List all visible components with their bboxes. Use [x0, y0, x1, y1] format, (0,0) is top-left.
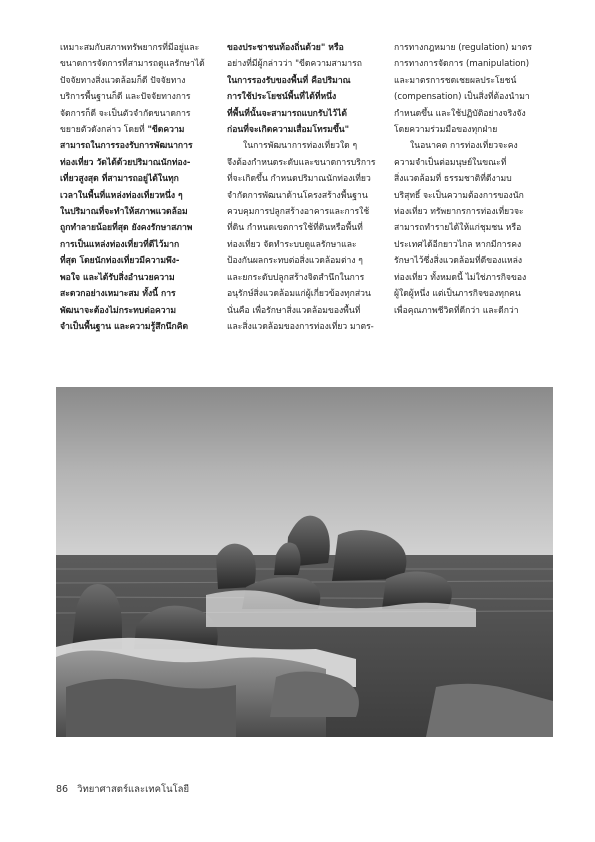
text-line-content: สามารถทำรายได้ให้แก่ชุมชน หรือ — [394, 223, 522, 234]
text-line — [60, 237, 214, 253]
text-line-content: การใช้ประโยชน์พื้นที่ได้ที่หนึ่ง — [227, 92, 337, 103]
text-line-content: สะดวกอย่างเหมาะสม ทั้งนี้ การ — [60, 289, 176, 300]
text-line-content: ที่สุด โดยนักท่องเที่ยวมีความพึง- — [60, 256, 180, 267]
text-line-content: อย่างที่มีผู้กล่าวว่า "ขีดความสามารถ — [227, 59, 362, 70]
text-line-content: อนุรักษ์สิ่งแวดล้อมแก่ผู้เกี่ยวข้องทุกส่วน — [227, 289, 371, 300]
text-line-content: ควบคุมการปลูกสร้างอาคารและการใช้ — [227, 207, 370, 218]
text-line — [227, 204, 382, 220]
text-line-content: จำกัดการพัฒนาด้านโครงสร้างพื้นฐาน — [227, 190, 368, 201]
text-line-content: เที่ยวสูงสุด ที่สามารถอยู่ได้ในทุก — [60, 174, 179, 185]
text-line — [60, 171, 214, 187]
text-line — [227, 319, 382, 335]
text-line — [394, 188, 550, 204]
text-line-content: ก่อนที่จะเกิดความเสื่อมโทรมขึ้น" — [227, 125, 350, 136]
text-line — [227, 188, 382, 204]
text-line-content: พัฒนาจะต้องไม่กระทบต่อความ — [60, 305, 177, 316]
text-column-2 — [227, 40, 382, 335]
text-line-content: ของประชาชนท้องถิ่นด้วย" หรือ — [227, 43, 344, 53]
text-line — [227, 138, 382, 154]
page-footer — [56, 782, 189, 797]
text-line-content: ที่พื้นที่นั้นจะสามารถแบกรับไว้ได้ — [227, 108, 347, 119]
text-line-content: ขนาดการจัดการที่สามารถดูแลรักษาได้ — [60, 59, 205, 70]
text-line-content: ความจำเป็นต่อมนุษย์ในขณะที่ — [394, 157, 507, 168]
text-line-content: การทางกฎหมาย (regulation) มาตร — [394, 43, 532, 53]
text-line — [60, 40, 214, 56]
text-line-content: และยกระดับปลูกสร้างจิตสำนึกในการ — [227, 272, 365, 283]
text-line-content: ที่ดิน กำหนดเขตการใช้ที่ดินหรือพื้นที่ — [227, 223, 363, 234]
text-column-1 — [60, 40, 214, 335]
text-line — [394, 40, 550, 56]
seascape-photo — [56, 387, 553, 737]
text-line — [227, 155, 382, 171]
text-line — [394, 106, 550, 122]
text-line-content: และมาตรการชดเชยผลประโยชน์ — [394, 75, 517, 86]
text-line — [60, 319, 214, 335]
text-line — [227, 237, 382, 253]
text-line-tail: "ขีดความ — [147, 125, 185, 136]
text-line — [227, 286, 382, 302]
text-line — [60, 138, 214, 154]
text-line-content: กำหนดขึ้น และใช้ปฏิบัติอย่างจริงจัง — [394, 108, 526, 119]
text-line — [60, 188, 214, 204]
text-line-content: สิ่งแวดล้อมที่ ธรรมชาติที่ดีงามบ — [394, 174, 512, 185]
text-line — [60, 155, 214, 171]
text-line — [60, 253, 214, 269]
text-line-content: ในปริมาณที่จะทำให้สภาพแวดล้อม — [60, 207, 188, 218]
text-line — [394, 253, 550, 269]
text-line-content: ถูกทำลายน้อยที่สุด ยังคงรักษาสภาพ — [60, 223, 193, 234]
text-line-content: ในการรองรับของพื้นที่ คือปริมาณ — [227, 75, 351, 86]
text-line-content: นั่นคือ เพื่อรักษาสิ่งแวดล้อมของพื้นที่ — [227, 305, 361, 316]
text-line — [227, 220, 382, 236]
text-line — [60, 270, 214, 286]
text-line-content: เหมาะสมกับสภาพทรัพยากรที่มีอยู่และ — [60, 43, 200, 53]
text-line — [227, 270, 382, 286]
text-column-3 — [394, 40, 550, 319]
text-line — [394, 171, 550, 187]
text-line-content: ขยายตัวดังกล่าว โดยที่ — [60, 125, 148, 136]
publication-name: วิทยาศาสตร์และเทคโนโลยี — [77, 784, 190, 795]
text-line-content: และสิ่งแวดล้อมของการท่องเที่ยว มาตร- — [227, 321, 374, 332]
text-line-content: การทางการจัดการ (manipulation) — [394, 59, 530, 70]
text-line-content: พอใจ และได้รับสิ่งอำนวยความ — [60, 272, 175, 283]
text-line — [394, 286, 550, 302]
text-line-content: จัดการก็ดี จะเป็นตัวจำกัดขนาดการ — [60, 108, 191, 119]
text-line — [227, 253, 382, 269]
text-line — [394, 303, 550, 319]
text-line-content: ท่องเที่ยว ทั้งหมดนี้ ไม่ใช่ภารกิจของ — [394, 272, 527, 283]
text-line — [227, 303, 382, 319]
text-line — [394, 73, 550, 89]
text-line-content: การเป็นแหล่งท่องเที่ยวที่ดีไว้มาก — [60, 239, 180, 250]
page-number: 86 — [56, 784, 69, 795]
text-line-content: ป้องกันผลกระทบต่อสิ่งแวดล้อมต่าง ๆ — [227, 256, 363, 267]
text-line — [60, 56, 214, 72]
text-line-content: จึงต้องกำหนดระดับและขนาดการบริการ — [227, 157, 376, 168]
text-line — [394, 204, 550, 220]
text-line-content: ในอนาคต การท่องเที่ยวจะคง — [410, 141, 518, 152]
text-line — [60, 204, 214, 220]
text-line — [60, 122, 214, 138]
text-line — [227, 122, 382, 138]
text-line — [394, 270, 550, 286]
text-line-content: สามารถในการรองรับการพัฒนาการ — [60, 141, 193, 152]
text-line — [60, 73, 214, 89]
text-line — [394, 56, 550, 72]
text-line — [394, 220, 550, 236]
text-line — [227, 106, 382, 122]
text-line-content: ท่องเที่ยว ทรัพยากรการท่องเที่ยวจะ — [394, 207, 524, 218]
text-line — [60, 89, 214, 105]
text-line-content: (compensation) เป็นสิ่งที่ต้องนำมา — [394, 92, 530, 103]
text-line — [227, 89, 382, 105]
text-line — [60, 220, 214, 236]
text-line-content: จำเป็นพื้นฐาน และความรู้สึกนึกคิด — [60, 321, 189, 332]
text-line-content: ท่องเที่ยว วัดได้ด้วยปริมาณนักท่อง- — [60, 157, 191, 168]
text-line-content: ปัจจัยทางสิ่งแวดล้อมก็ดี ปัจจัยทาง — [60, 75, 186, 86]
text-line-content: ประเทศได้อีกยาวไกล หากมีการคง — [394, 239, 522, 250]
text-line — [394, 155, 550, 171]
text-line — [394, 89, 550, 105]
text-line — [227, 73, 382, 89]
text-line-content: ท่องเที่ยว จัดทำระบบดูแลรักษาและ — [227, 239, 357, 250]
text-line — [60, 303, 214, 319]
text-line-content: โดยความร่วมมือของทุกฝ่าย — [394, 125, 498, 136]
text-line — [227, 56, 382, 72]
text-line-content: ในการพัฒนาการท่องเที่ยวใด ๆ — [243, 141, 358, 152]
text-line-content: รักษาไว้ซึ่งสิ่งแวดล้อมที่ดีของแหล่ง — [394, 256, 523, 267]
text-line — [394, 138, 550, 154]
text-line — [60, 106, 214, 122]
text-line — [60, 286, 214, 302]
text-line — [394, 122, 550, 138]
text-line — [394, 237, 550, 253]
text-line-content: บริสุทธิ์ จะเป็นความต้องการของนัก — [394, 190, 524, 201]
text-line — [227, 171, 382, 187]
text-line — [227, 40, 382, 56]
text-line-content: บริการพื้นฐานก็ดี และปัจจัยทางการ — [60, 92, 191, 103]
text-line-content: ผู้ใดผู้หนึ่ง แต่เป็นภารกิจของทุกคน — [394, 289, 521, 300]
text-line-content: เพื่อคุณภาพชีวิตที่ดีกว่า และดีกว่า — [394, 305, 519, 316]
text-line-content: ที่จะเกิดขึ้น กำหนดปริมาณนักท่องเที่ยว — [227, 174, 371, 185]
text-line-content: เวลาในพื้นที่แหล่งท่องเที่ยวหนึ่ง ๆ — [60, 190, 183, 201]
